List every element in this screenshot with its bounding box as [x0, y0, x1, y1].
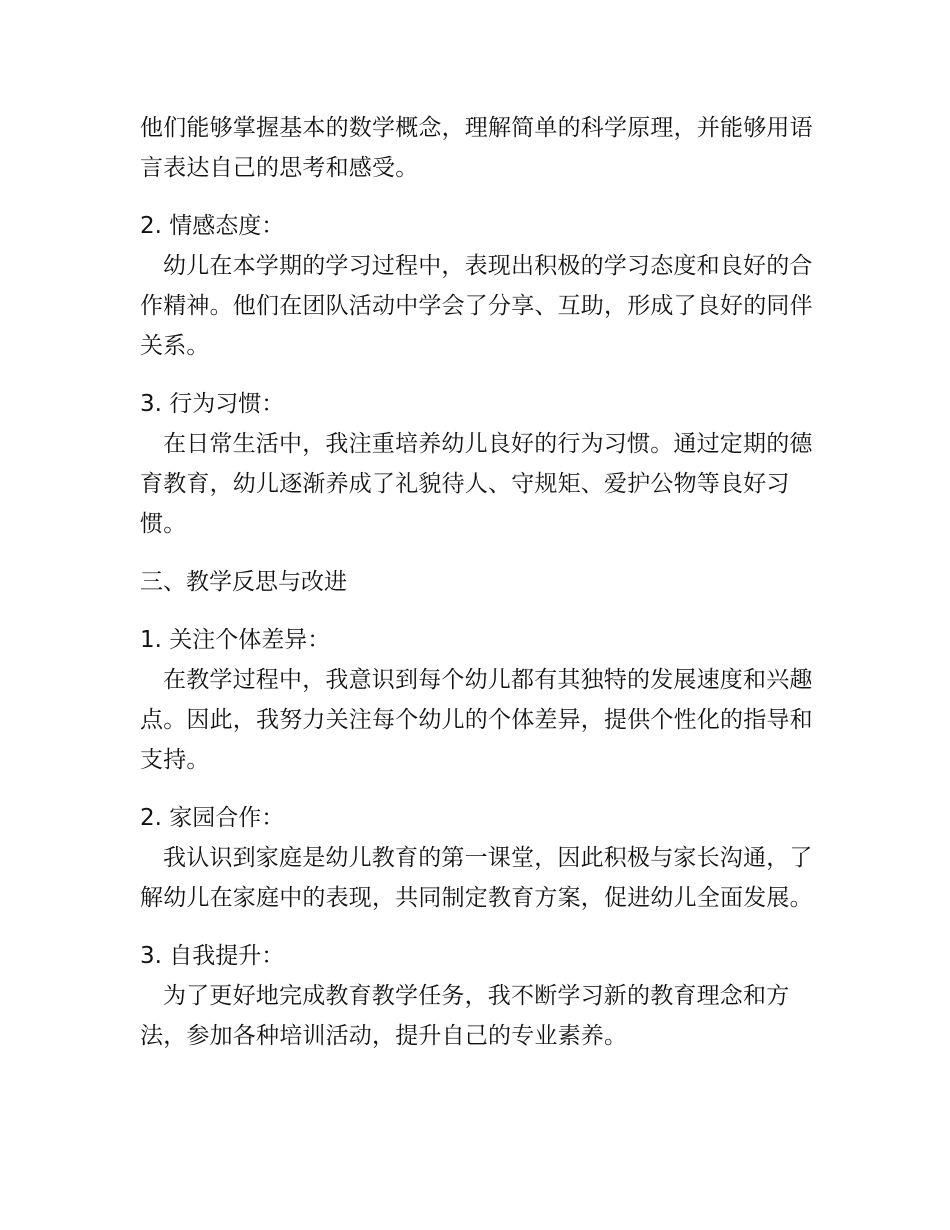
reflection-body-self-improvement: 为了更好地完成教育教学任务，我不断学习新的教育理念和方法，参加各种培训活动，提升自己的专业素养。	[140, 983, 790, 1049]
spacer	[140, 188, 830, 206]
reflection-heading-individual: 1. 关注个体差异：	[140, 627, 331, 653]
reflection-heading-self-improvement: 3. 自我提升：	[140, 943, 285, 969]
spacer	[140, 544, 830, 562]
document-page	[140, 108, 830, 1056]
spacer	[140, 602, 830, 620]
section-body-behavior: 在日常生活中，我注重培养幼儿良好的行为习惯。通过定期的德育教育，幼儿逐渐养成了礼貌待人、守规矩、爱护公物等良好习惯。	[140, 431, 813, 537]
section-body-emotion: 幼儿在本学期的学习过程中，表现出积极的学习态度和良好的合作精神。他们在团队活动中学会了分享、互助，形成了良好的同伴关系。	[140, 253, 813, 359]
reflection-heading-home-school: 2. 家园合作：	[140, 805, 285, 831]
spacer	[140, 780, 830, 798]
intro-paragraph: 他们能够掌握基本的数学概念，理解简单的科学原理，并能够用语言表达自己的思考和感受。	[140, 115, 813, 181]
spacer	[140, 918, 830, 936]
reflection-body-individual: 在教学过程中，我意识到每个幼儿都有其独特的发展速度和兴趣点。因此，我努力关注每个幼儿的个体差异，提供个性化的指导和支持。	[140, 667, 813, 773]
reflection-body-home-school: 我认识到家庭是幼儿教育的第一课堂，因此积极与家长沟通，了解幼儿在家庭中的表现，共同制定教育方案，促进幼儿全面发展。	[140, 845, 813, 911]
section-heading-emotion: 2. 情感态度：	[140, 213, 285, 239]
section-heading-behavior: 3. 行为习惯：	[140, 391, 285, 417]
part-title-reflection: 三、教学反思与改进	[140, 569, 347, 595]
spacer	[140, 366, 830, 384]
